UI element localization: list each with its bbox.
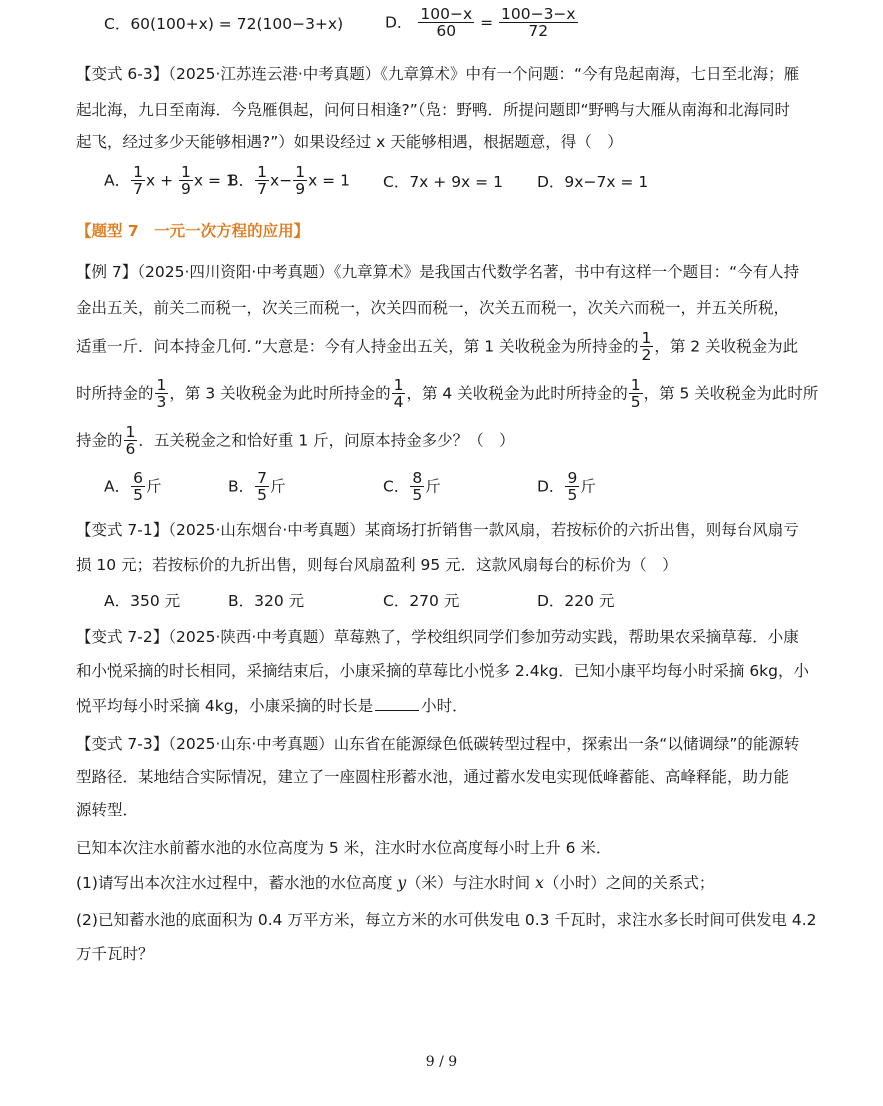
v63-option-b: B． $\frac{1}{7}$ x− $\frac{1}{9}$ x = 1: [228, 163, 350, 199]
v72-line1: 【变式 7-2】（2025·陕西·中考真题）草莓熟了，学校组织同学们参加劳动实践，帮助果农采摘草莓．小康: [76, 628, 799, 646]
equals-sign: =: [480, 13, 494, 32]
fraction: $\frac{1}{9}$: [181, 163, 191, 199]
v73-line6: (2)已知蓄水池的底面积为 0.4 万平方米，每立方米的水可供发电 0.3 千瓦时，求注水多长时间可供发电 4.2: [76, 911, 817, 929]
fraction: $\frac{8}{5}$: [412, 469, 423, 505]
page-number: 9 / 9: [425, 1054, 458, 1070]
v73-line2: 型路径．某地结合实际情况，建立了一座圆柱形蓄水池，通过蓄水发电实现低峰蓄能、高峰释能，助力能: [76, 768, 790, 786]
ex7-line5: 持金的 $\frac{1}{6}$ ．五关税金之和恰好重 1 斤，问原本持金多少？（ ）: [76, 423, 515, 459]
v73-line4: 已知本次注水前蓄水池的水位高度为 5 米，注水时水位高度每小时上升 6 米．: [76, 839, 612, 857]
v73-line5: (1)请写出本次注水过程中，蓄水池的水位高度 y（米）与注水时间 x（小时）之间的关系式；: [76, 874, 715, 892]
fraction: $\frac{1}{7}$: [257, 163, 268, 199]
fraction: $\frac{1}{9}$: [295, 163, 306, 199]
variable-x: x: [535, 874, 544, 892]
v72-line3: 悦平均每小时采摘 4kg，小康采摘的时长是 小时．: [76, 697, 468, 715]
v71-line1: 【变式 7-1】（2025·山东烟台·中考真题）某商场打折销售一款风扇，若按标价的六折出售，则每台风扇亏: [76, 521, 799, 539]
ex7-line1: 【例 7】（2025·四川资阳·中考真题）《九章算术》是我国古代数学名著，书中有这样一个题目：“今有人持: [76, 263, 800, 281]
q6-option-d-letter: D．: [385, 13, 413, 32]
v63-option-c: C．7x + 9x = 1: [383, 173, 503, 191]
v63-line3: 起飞，经过多少天能够相遇?”）如果设经过 x 天能够相遇，根据题意，得（ ）: [76, 133, 623, 151]
ex7-line2: 金出五关，前关二而税一，次关三而税一，次关四而税一，次关五而税一，次关六而税一，并五关所税，: [76, 299, 790, 317]
fraction: $\frac{9}{5}$: [567, 469, 578, 505]
v72-line2: 和小悦采摘的时长相同，采摘结束后，小康采摘的草莓比小悦多 2.4kg．已知小康平均每小时采摘 6kg，小: [76, 662, 809, 680]
v63-option-a: A． $\frac{1}{7}$ x + $\frac{1}{9}$ x = 1: [104, 163, 236, 199]
v71-option-a: A．350 元: [104, 592, 181, 610]
ex7-option-b: B． $\frac{7}{5}$ 斤: [228, 469, 286, 505]
ex7-option-a: A． $\frac{6}{5}$ 斤: [104, 469, 162, 505]
fraction: $\frac{6}{5}$: [133, 469, 143, 505]
v71-line2: 损 10 元；若按标价的九折出售，则每台风扇盈利 95 元．这款风扇每台的标价为（ ）: [76, 556, 678, 574]
ex7-line3: 适重一斤．问本持金几何．”大意是：今有人持金出五关，第 1 关收税金为所持金的 $\frac{1}{2}$ ，第 2 关收税金为此: [76, 329, 799, 365]
fraction: $\frac{100-x}{60}$: [420, 5, 473, 41]
fraction: $\frac{1}{2}$: [641, 329, 652, 365]
fraction: $\frac{100-3-x}{72}$: [501, 5, 576, 41]
fraction: $\frac{1}{5}$: [630, 376, 641, 412]
fraction: $\frac{1}{3}$: [156, 376, 167, 412]
v73-line7: 万千瓦时？: [76, 945, 154, 963]
fraction: $\frac{1}{7}$: [133, 163, 143, 199]
v63-line2: 起北海，九日至南海．今凫雁俱起，问何日相逢?”（凫：野鸭．所提问题即“野鸭与大雁从南海和北海同时: [76, 101, 791, 119]
v63-line1: 【变式 6-3】（2025·江苏连云港·中考真题）《九章算术》中有一个问题：“今有凫起南海，七日至北海；雁: [76, 65, 800, 83]
fraction: $\frac{7}{5}$: [257, 469, 268, 505]
fraction: $\frac{1}{4}$: [393, 376, 404, 412]
v73-line1: 【变式 7-3】（2025·山东·中考真题）山东省在能源绿色低碳转型过程中，探索出一条“以储调绿”的能源转: [76, 735, 800, 753]
section-heading: 【题型 7 一元一次方程的应用】: [76, 222, 310, 240]
q6-option-d: [385, 6, 579, 40]
variable-y: y: [397, 874, 407, 892]
ex7-option-c: C． $\frac{8}{5}$ 斤: [383, 469, 441, 505]
fraction: $\frac{1}{6}$: [125, 423, 136, 459]
q6-option-c: C．60(100+x) = 72(100−3+x): [104, 15, 344, 33]
ex7-line4: 时所持金的 $\frac{1}{3}$ ，第 3 关收税金为此时所持金的 $\frac{1}{4}$ ，第 4 关收税金为此时所持金的 $\frac{1}{5}$ ，第 5 关收税金为此时所: [76, 376, 819, 412]
answer-blank: [375, 696, 419, 711]
v71-option-d: D．220 元: [537, 592, 615, 610]
v71-option-c: C．270 元: [383, 592, 460, 610]
ex7-option-d: D． $\frac{9}{5}$ 斤: [537, 469, 596, 505]
v63-option-d: D．9x−7x = 1: [537, 173, 649, 191]
v71-option-b: B．320 元: [228, 592, 305, 610]
v73-line3: 源转型．: [76, 801, 139, 819]
